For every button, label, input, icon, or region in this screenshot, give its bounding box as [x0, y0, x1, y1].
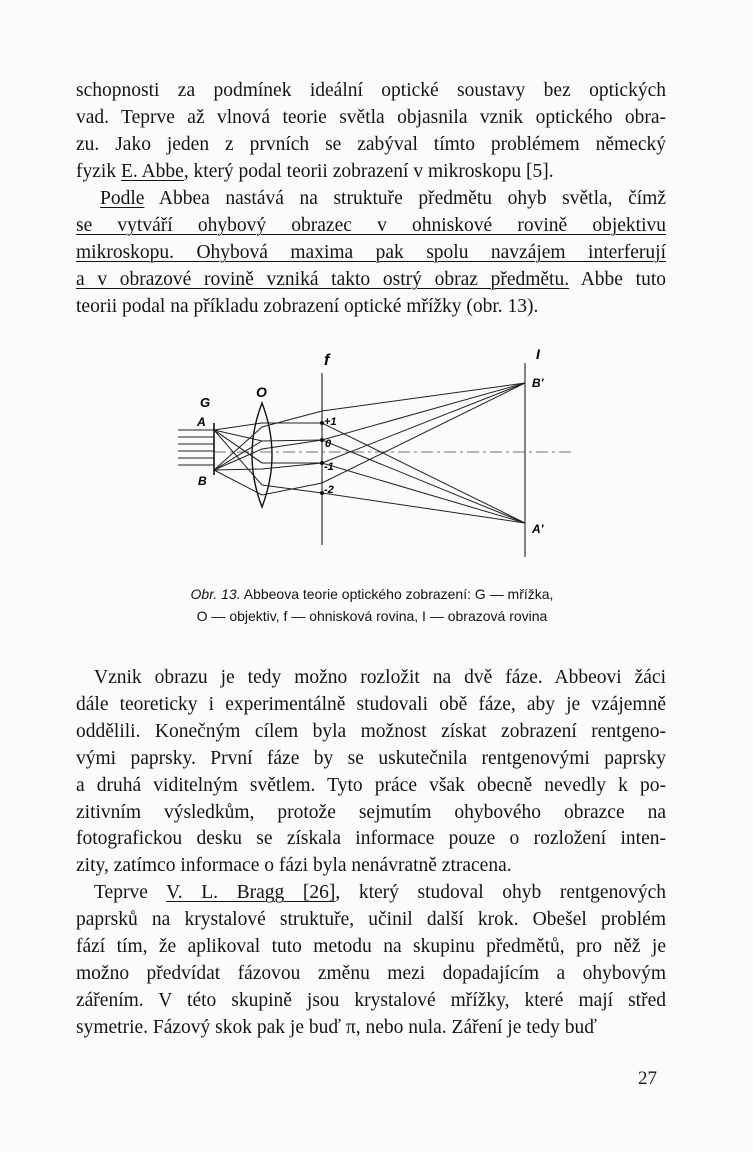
text-line: dále teoreticky i experimentálně studovali obě fáze, aby je vzájemně — [76, 693, 666, 715]
text-line: a v obrazové rovině vzniká takto ostrý obraz předmětu. Abbe tuto — [76, 268, 666, 290]
text-line: zářením. V této skupině jsou krystalové mřížky, které mají střed — [76, 989, 666, 1011]
text-line: zu. Jako jeden z prvních se zabýval tímto problémem německý — [76, 133, 666, 155]
label-A: A — [197, 415, 206, 429]
text-line: symetrie. Fázový skok pak je buď π, nebo nula. Záření je tedy buď — [76, 1016, 597, 1038]
caption-text: Abbeova teorie optického zobrazení: G — mřížka, — [240, 586, 554, 602]
order-label: -1 — [324, 461, 334, 473]
text-line: vad. Teprve až vlnová teorie světla objasnila vznik optického obra- — [76, 106, 666, 128]
label-B: B — [198, 474, 207, 488]
abbe-optics-diagram — [170, 345, 580, 570]
paragraph-3 — [76, 665, 666, 880]
paragraph-2 — [76, 186, 666, 321]
text-line: mikroskopu. Ohybová maxima pak spolu navzájem interferují — [76, 241, 666, 263]
text-line: a druhá viditelným světlem. Tyto práce však obecně nevedly k po- — [76, 774, 666, 796]
text-line: možno předvídat fázovou změnu mezi dopadajícím a ohybovým — [76, 962, 666, 984]
text-line: oddělili. Konečným cílem byla možnost získat zobrazení rentgeno- — [76, 720, 666, 742]
label-G: G — [200, 395, 211, 410]
author-reference: E. Abbe — [120, 160, 184, 182]
text-line: Podle Abbea nastává na struktuře předmětu ohyb světla, čímž — [100, 188, 666, 209]
text-line: se vytváří ohybový obrazec v ohniskové rovině objektivu — [76, 214, 666, 236]
order-dot — [320, 438, 324, 442]
order-label: 0 — [325, 438, 332, 450]
figure-caption — [132, 583, 612, 627]
incoming-rays — [178, 430, 214, 465]
text-line: paprsků na krystalové struktuře, učinil další krok. Obešel problém — [76, 908, 666, 930]
paragraph-4 — [76, 880, 666, 1041]
text-line: teorii podal na příkladu zobrazení optické mřížky (obr. 13). — [76, 295, 539, 317]
text-line: Teprve V. L. Bragg [26], který studoval ohyb rentgenových — [94, 882, 666, 903]
text-line: zitivním výsledkům, protože sejmutím ohybového obrazce na — [76, 801, 666, 823]
label-O: O — [256, 384, 267, 400]
paragraph-1 — [76, 78, 666, 186]
text-line: zity, zatímco informace o fázi byla nenávratně ztracena. — [76, 855, 512, 877]
text-line: Vznik obrazu je tedy možno rozložit na dvě fáze. Abbeovi žáci — [94, 667, 666, 688]
label-B-prime: B' — [532, 376, 544, 390]
text-line: fází tím, že aplikoval tuto metodu na skupinu předmětů, pro něž je — [76, 935, 666, 957]
order-label: +1 — [324, 416, 337, 428]
text-line: schopnosti za podmínek ideální optické soustavy bez optických — [76, 80, 666, 101]
label-A-prime: A' — [532, 522, 544, 536]
label-I: I — [536, 346, 540, 362]
author-reference: V. L. Bragg [26] — [166, 882, 336, 903]
caption-text: O — objektiv, f — ohnisková rovina, I — obrazová rovina — [196, 608, 548, 624]
order-label: -2 — [324, 484, 334, 496]
text-line: vými paprsky. První fáze by se uskutečnila rentgenovými paprsky — [76, 747, 666, 769]
text-line: fyzik E. Abbe, který podal teorii zobrazení v mikroskopu [5]. — [76, 160, 554, 182]
caption-label: Obr. 13. — [190, 586, 241, 602]
page-number: 27 — [638, 1068, 657, 1089]
label-f: f — [324, 352, 330, 369]
text-line: fotografickou desku se získala informace pouze o rozložení inten- — [76, 828, 666, 850]
